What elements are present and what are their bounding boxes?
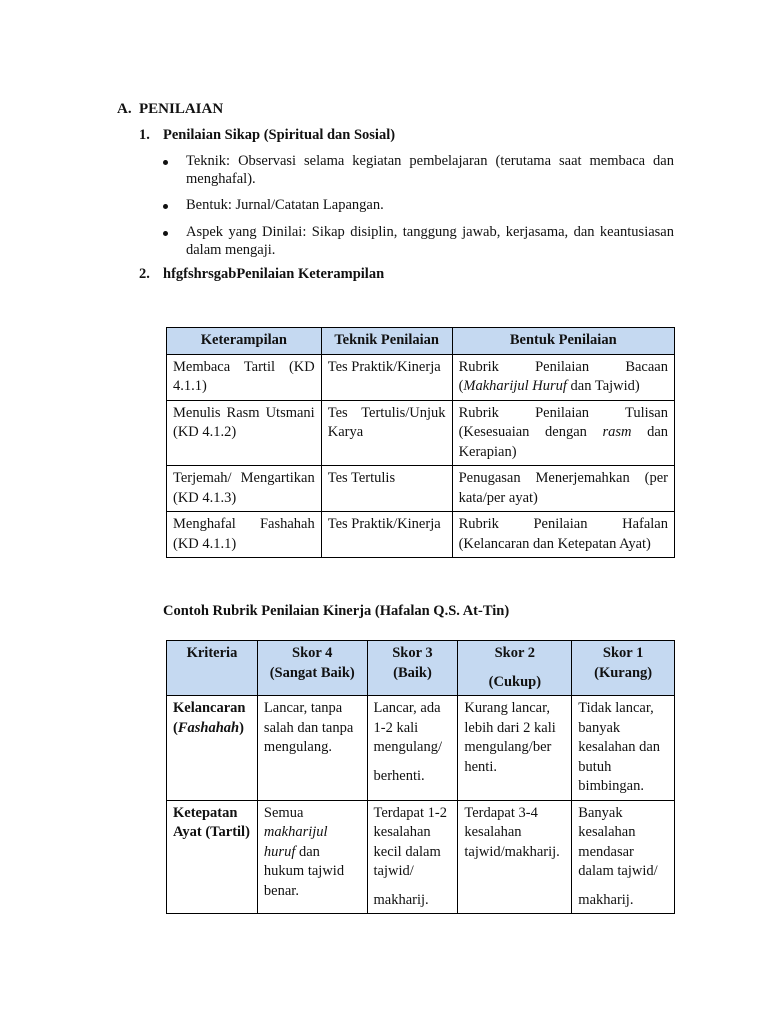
cell-bentuk-text: Rubrik Penilaian Bacaan ( — [458, 358, 668, 394]
cell-skor-3-text-end: berhenti. — [373, 767, 425, 784]
cell-bentuk-text: Rubrik Penilaian Tulisan (Kesesuaian dengan — [458, 404, 668, 440]
subsection-2-heading — [139, 266, 384, 283]
table-header-row — [167, 328, 675, 355]
header-skor-4-label: Skor 4 — [292, 645, 333, 661]
kriteria-italic: Fashahah — [177, 719, 240, 736]
cell-skor-3 — [367, 696, 458, 801]
cell-kriteria — [167, 696, 258, 801]
cell-bentuk-text: Penugasan Menerjemahkan (per kata/per ayat) — [458, 470, 668, 506]
header-skor-3-desc: (Baik) — [393, 664, 432, 681]
header-skor-3-label: Skor 3 — [392, 645, 433, 661]
section-heading — [117, 101, 223, 118]
header-skor-3 — [367, 641, 458, 696]
header-skor-2 — [458, 641, 572, 696]
header-skor-1-desc: (Kurang) — [594, 664, 653, 681]
section-number: A. — [117, 101, 132, 117]
cell-skor-4-italic: makharijul huruf — [263, 824, 328, 860]
cell-keterampilan: Membaca Tartil (KD 4.1.1) — [167, 354, 322, 400]
header-skor-1 — [572, 641, 675, 696]
header-skor-4 — [257, 641, 367, 696]
header-skor-2-desc: (Cukup) — [488, 673, 542, 690]
keterampilan-table — [166, 327, 675, 558]
header-kriteria — [167, 641, 258, 696]
cell-kriteria: Ketepatan Ayat (Tartil) — [167, 800, 258, 914]
header-keterampilan: Keterampilan — [167, 328, 322, 355]
cell-skor-4-text-end: dan hukum tajwid benar. — [263, 843, 345, 899]
cell-skor-3-text: Terdapat 1-2 kesalahan kecil dalam tajwid/ — [373, 804, 447, 879]
kriteria-label: Kelancaran — [173, 700, 246, 716]
bullet-item-teknik: Teknik: Observasi selama kegiatan pembelajaran (terutama saat membaca dan menghafal). — [186, 153, 674, 187]
subsection-1-number: 1. — [139, 127, 150, 143]
subsection-1-heading — [139, 127, 395, 144]
header-skor-2-label: Skor 2 — [494, 645, 536, 661]
cell-bentuk-italic: rasm — [602, 424, 632, 440]
header-bentuk-penilaian: Bentuk Penilaian — [452, 328, 674, 355]
cell-skor-3-text: Lancar, ada 1-2 kali mengulang/ — [373, 700, 442, 755]
cell-skor-3 — [367, 800, 458, 914]
table-row — [167, 400, 675, 466]
header-kriteria-label: Kriteria — [186, 645, 238, 661]
paren-close: ) — [239, 719, 244, 736]
cell-skor-1 — [572, 800, 675, 914]
subsection-2-title: hfgfshrsgabPenilaian Keterampilan — [163, 266, 385, 282]
cell-teknik: Tes Tertulis — [321, 466, 452, 512]
rubrik-table — [166, 640, 675, 914]
cell-skor-4-text: Semua — [263, 804, 304, 821]
bullet-item-aspek: Aspek yang Dinilai: Sikap disiplin, tanggung jawab, kerjasama, dan keantusiasan dalam mengaji. — [186, 224, 674, 258]
subsection-1-title: Penilaian Sikap (Spiritual dan Sosial) — [163, 127, 396, 143]
table-row — [167, 512, 675, 558]
table-header-row — [167, 641, 675, 696]
cell-bentuk — [452, 466, 674, 512]
cell-bentuk — [452, 512, 674, 558]
cell-bentuk-italic: Makharijul Huruf — [463, 378, 567, 394]
header-teknik-penilaian: Teknik Penilaian — [321, 328, 452, 355]
header-skor-1-label: Skor 1 — [602, 645, 644, 661]
cell-skor-2: Kurang lancar, lebih dari 2 kali mengulang/ber henti. — [458, 696, 572, 801]
cell-keterampilan: Terjemah/ Mengartikan (KD 4.1.3) — [167, 466, 322, 512]
cell-bentuk — [452, 354, 674, 400]
cell-skor-4: Lancar, tanpa salah dan tanpa mengulang. — [257, 696, 367, 801]
cell-keterampilan: Menulis Rasm Utsmani (KD 4.1.2) — [167, 400, 322, 466]
cell-skor-2: Terdapat 3-4 kesalahan tajwid/makharij. — [458, 800, 572, 914]
cell-keterampilan: Menghafal Fashahah (KD 4.1.1) — [167, 512, 322, 558]
section-title: PENILAIAN — [139, 101, 224, 117]
cell-skor-1-text-end: makharij. — [578, 891, 634, 908]
table-row — [167, 466, 675, 512]
table-row-ketepatan — [167, 800, 675, 914]
cell-teknik: Tes Praktik/Kinerja — [321, 512, 452, 558]
cell-teknik: Tes Praktik/Kinerja — [321, 354, 452, 400]
cell-bentuk-text-end: dan Kerapian) — [458, 424, 669, 460]
cell-skor-1: Tidak lancar, banyak kesalahan dan butuh bimbingan. — [572, 696, 675, 801]
bullet-item-bentuk: Bentuk: Jurnal/Catatan Lapangan. — [186, 197, 674, 215]
table-row-kelancaran — [167, 696, 675, 801]
cell-bentuk — [452, 400, 674, 466]
cell-skor-3-text-end: makharij. — [373, 891, 429, 908]
table-row — [167, 354, 675, 400]
paren-open: ( — [173, 719, 178, 736]
subsection-2-number: 2. — [139, 266, 150, 282]
header-skor-4-desc: (Sangat Baik) — [269, 664, 355, 681]
cell-teknik: Tes Tertulis/Unjuk Karya — [321, 400, 452, 466]
cell-bentuk-text-end: dan Tajwid) — [566, 378, 640, 394]
cell-skor-4 — [257, 800, 367, 914]
rubrik-title: Contoh Rubrik Penilaian Kinerja (Hafalan Q.S. At-Tin) — [163, 603, 510, 619]
cell-bentuk-text: Rubrik Penilaian Hafalan (Kelancaran dan Ketepatan Ayat) — [458, 516, 668, 552]
cell-skor-1-text: Banyak kesalahan mendasar dalam tajwid/ — [578, 804, 658, 879]
